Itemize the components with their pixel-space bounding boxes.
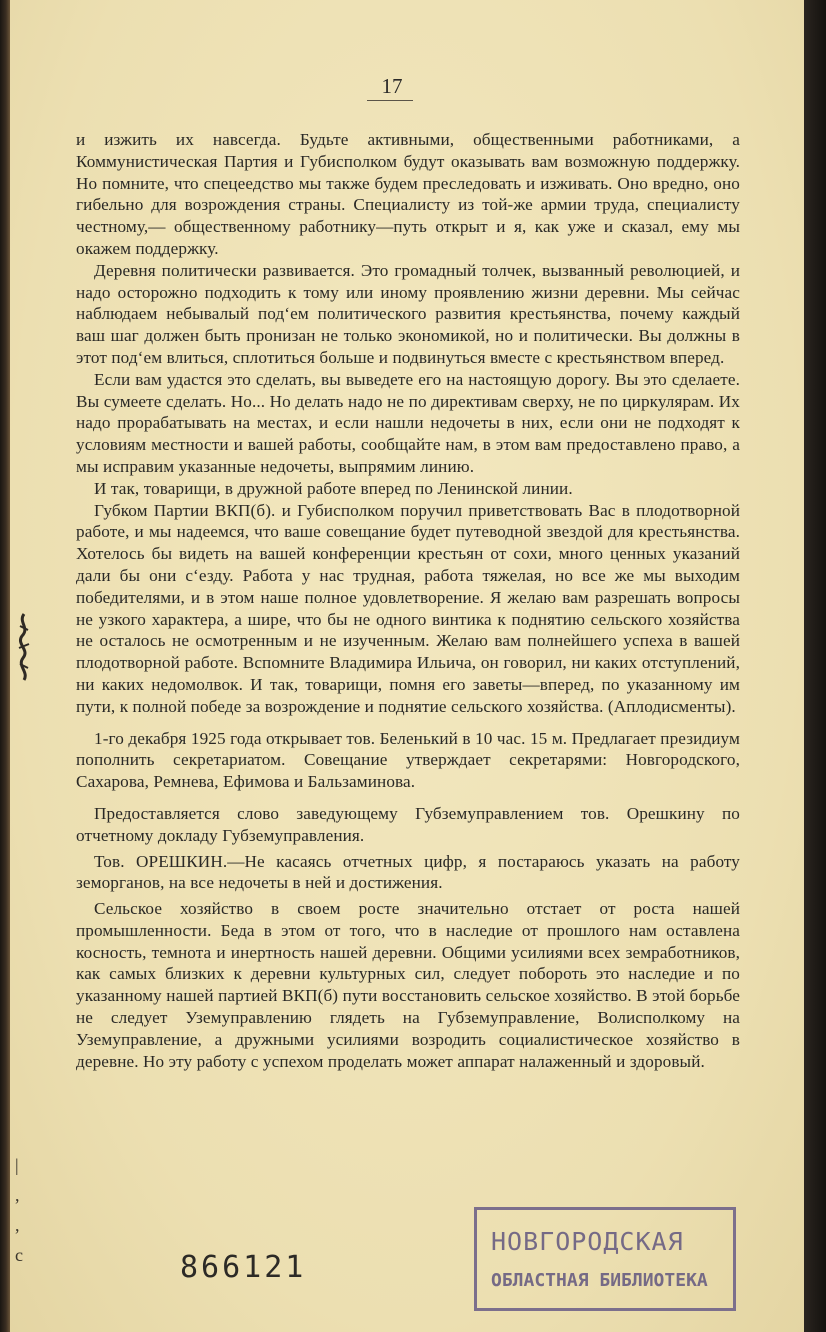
margin-ink-mark xyxy=(14,612,34,682)
paragraph-6: 1-го декабря 1925 года открывает тов. Беленький в 10 час. 15 м. Предлагает президиум пополнить секретариатом. Совещание утверждает секретарями: Новгородского, Сахарова, Ремнева, Ефимова и Бальзаминова. xyxy=(76,728,740,792)
page-right-edge xyxy=(804,0,826,1332)
paragraph-2: Деревня политически развивается. Это громадный толчек, вызванный революцией, и надо осторожно подходить к тому или иному проявлению жизни деревни. Мы сейчас наблюдаем небывалый под‘ем политического развития крестьянства, почему каждый ваш шаг должен быть пронизан не только экономикой, но и политически. Вы должны в этот под‘ем влиться, сплотиться больше и подвинуться вместе с крестьянством вперед. xyxy=(76,260,740,367)
inventory-number: 866121 xyxy=(180,1250,307,1285)
paragraph-7: Предоставляется слово заведующему Губземуправлением тов. Орешкину по отчетному докладу Губземуправления. xyxy=(76,803,740,845)
paragraph-5: Губком Партии ВКП(б). и Губисполком поручил приветствовать Вас в плодотворной работе, и мы надеемся, что ваше совещание будет путеводной звездой для крестьянства. Хотелось бы видеть на вашей конференции крестьян от сохи, много ценных указаний дали бы они с‘езду. Работа у нас трудная, работа тяжелая, но все же мы выходим победителями, и в этом наше полное удовлетворение. Я желаю вам разрешать вопросы не узкого характера, а шире, что бы не одного винтика к поднятию сельского хозяйства не осталось не осмотренным и не изученным. Желаю вам полнейшего успеха в вашей плодотворной работе. Вспомните Владимира Ильича, он говорил, ни каких отступлений, ни каких недомолвок. И так, товарищи, помня его заветы—вперед, по указанному им пути, к полной победе за возрождение и поднятие сельского хозяйства. (Аплодисменты). xyxy=(76,500,740,716)
library-stamp xyxy=(474,1207,736,1311)
paragraph-3: Если вам удастся это сделать, вы выведете его на настоящую дорогу. Вы это сделаете. Вы сумеете сделать. Но... Но делать надо не по директивам сверху, не по циркулярам. Их надо прорабатывать на местах, и если нашли недочеты в них, если они не подходят к условиям местности и вашей работы, сообщайте нам, в этом вам предоставлено право, а мы исправим указанные недочеты, выпрямим линию. xyxy=(76,369,740,476)
stamp-line-2: ОБЛАСТНАЯ БИБЛИОТЕКА xyxy=(491,1270,708,1291)
paragraph-1: и изжить их навсегда. Будьте активными, общественными работниками, а Коммунистическая Партия и Губисполком будут оказывать вам возможную поддержку. Но помните, что спецеедство мы также будем преследовать и изживать. Оно вредно, оно гибельно для возрождения страны. Специалисту из той-же армии труда, специалисту честному,— общественному работнику—путь открыт и я, как уже и сказал, ему мы окажем поддержку. xyxy=(76,130,740,258)
binding-edge xyxy=(0,0,10,1332)
margin-char-3: , xyxy=(15,1215,20,1235)
stamp-line-1: НОВГОРОДСКАЯ xyxy=(491,1227,684,1256)
paragraph-9: Сельское хозяйство в своем росте значительно отстает от роста нашей промышленности. Беда в этом от того, что в наследие от прошлого нам оставлена косность, темнота и инертность нашей деревни. Общими усилиями всех земработников, как самых близких к деревни культурных сил, следует побороть это наследие и по указанному нашей партией ВКП(б) пути восстановить сельское хозяйство. В этой борьбе не следует Уземуправлению глядеть на Губземуправление, Волисполкому на Уземуправление, а дружными усилиями возродить социалистическое хозяйство в деревне. Но эту работу с успехом проделать может аппарат налаженный и здоровый. xyxy=(76,899,740,1071)
margin-char-4: с xyxy=(15,1245,23,1265)
margin-characters xyxy=(15,1150,29,1270)
paragraph-8: Тов. ОРЕШКИН.—Не касаясь отчетных цифр, я постараюсь указать на работу земорганов, на все недочеты в ней и достижения. xyxy=(76,851,740,893)
body-text xyxy=(76,129,740,1072)
margin-char-2: , xyxy=(15,1185,20,1205)
page-number-underline xyxy=(367,100,413,101)
page-number: 17 xyxy=(381,74,403,98)
paragraph-4: И так, товарищи, в дружной работе вперед по Ленинской линии. xyxy=(94,478,573,498)
margin-char-1: | xyxy=(15,1155,19,1175)
